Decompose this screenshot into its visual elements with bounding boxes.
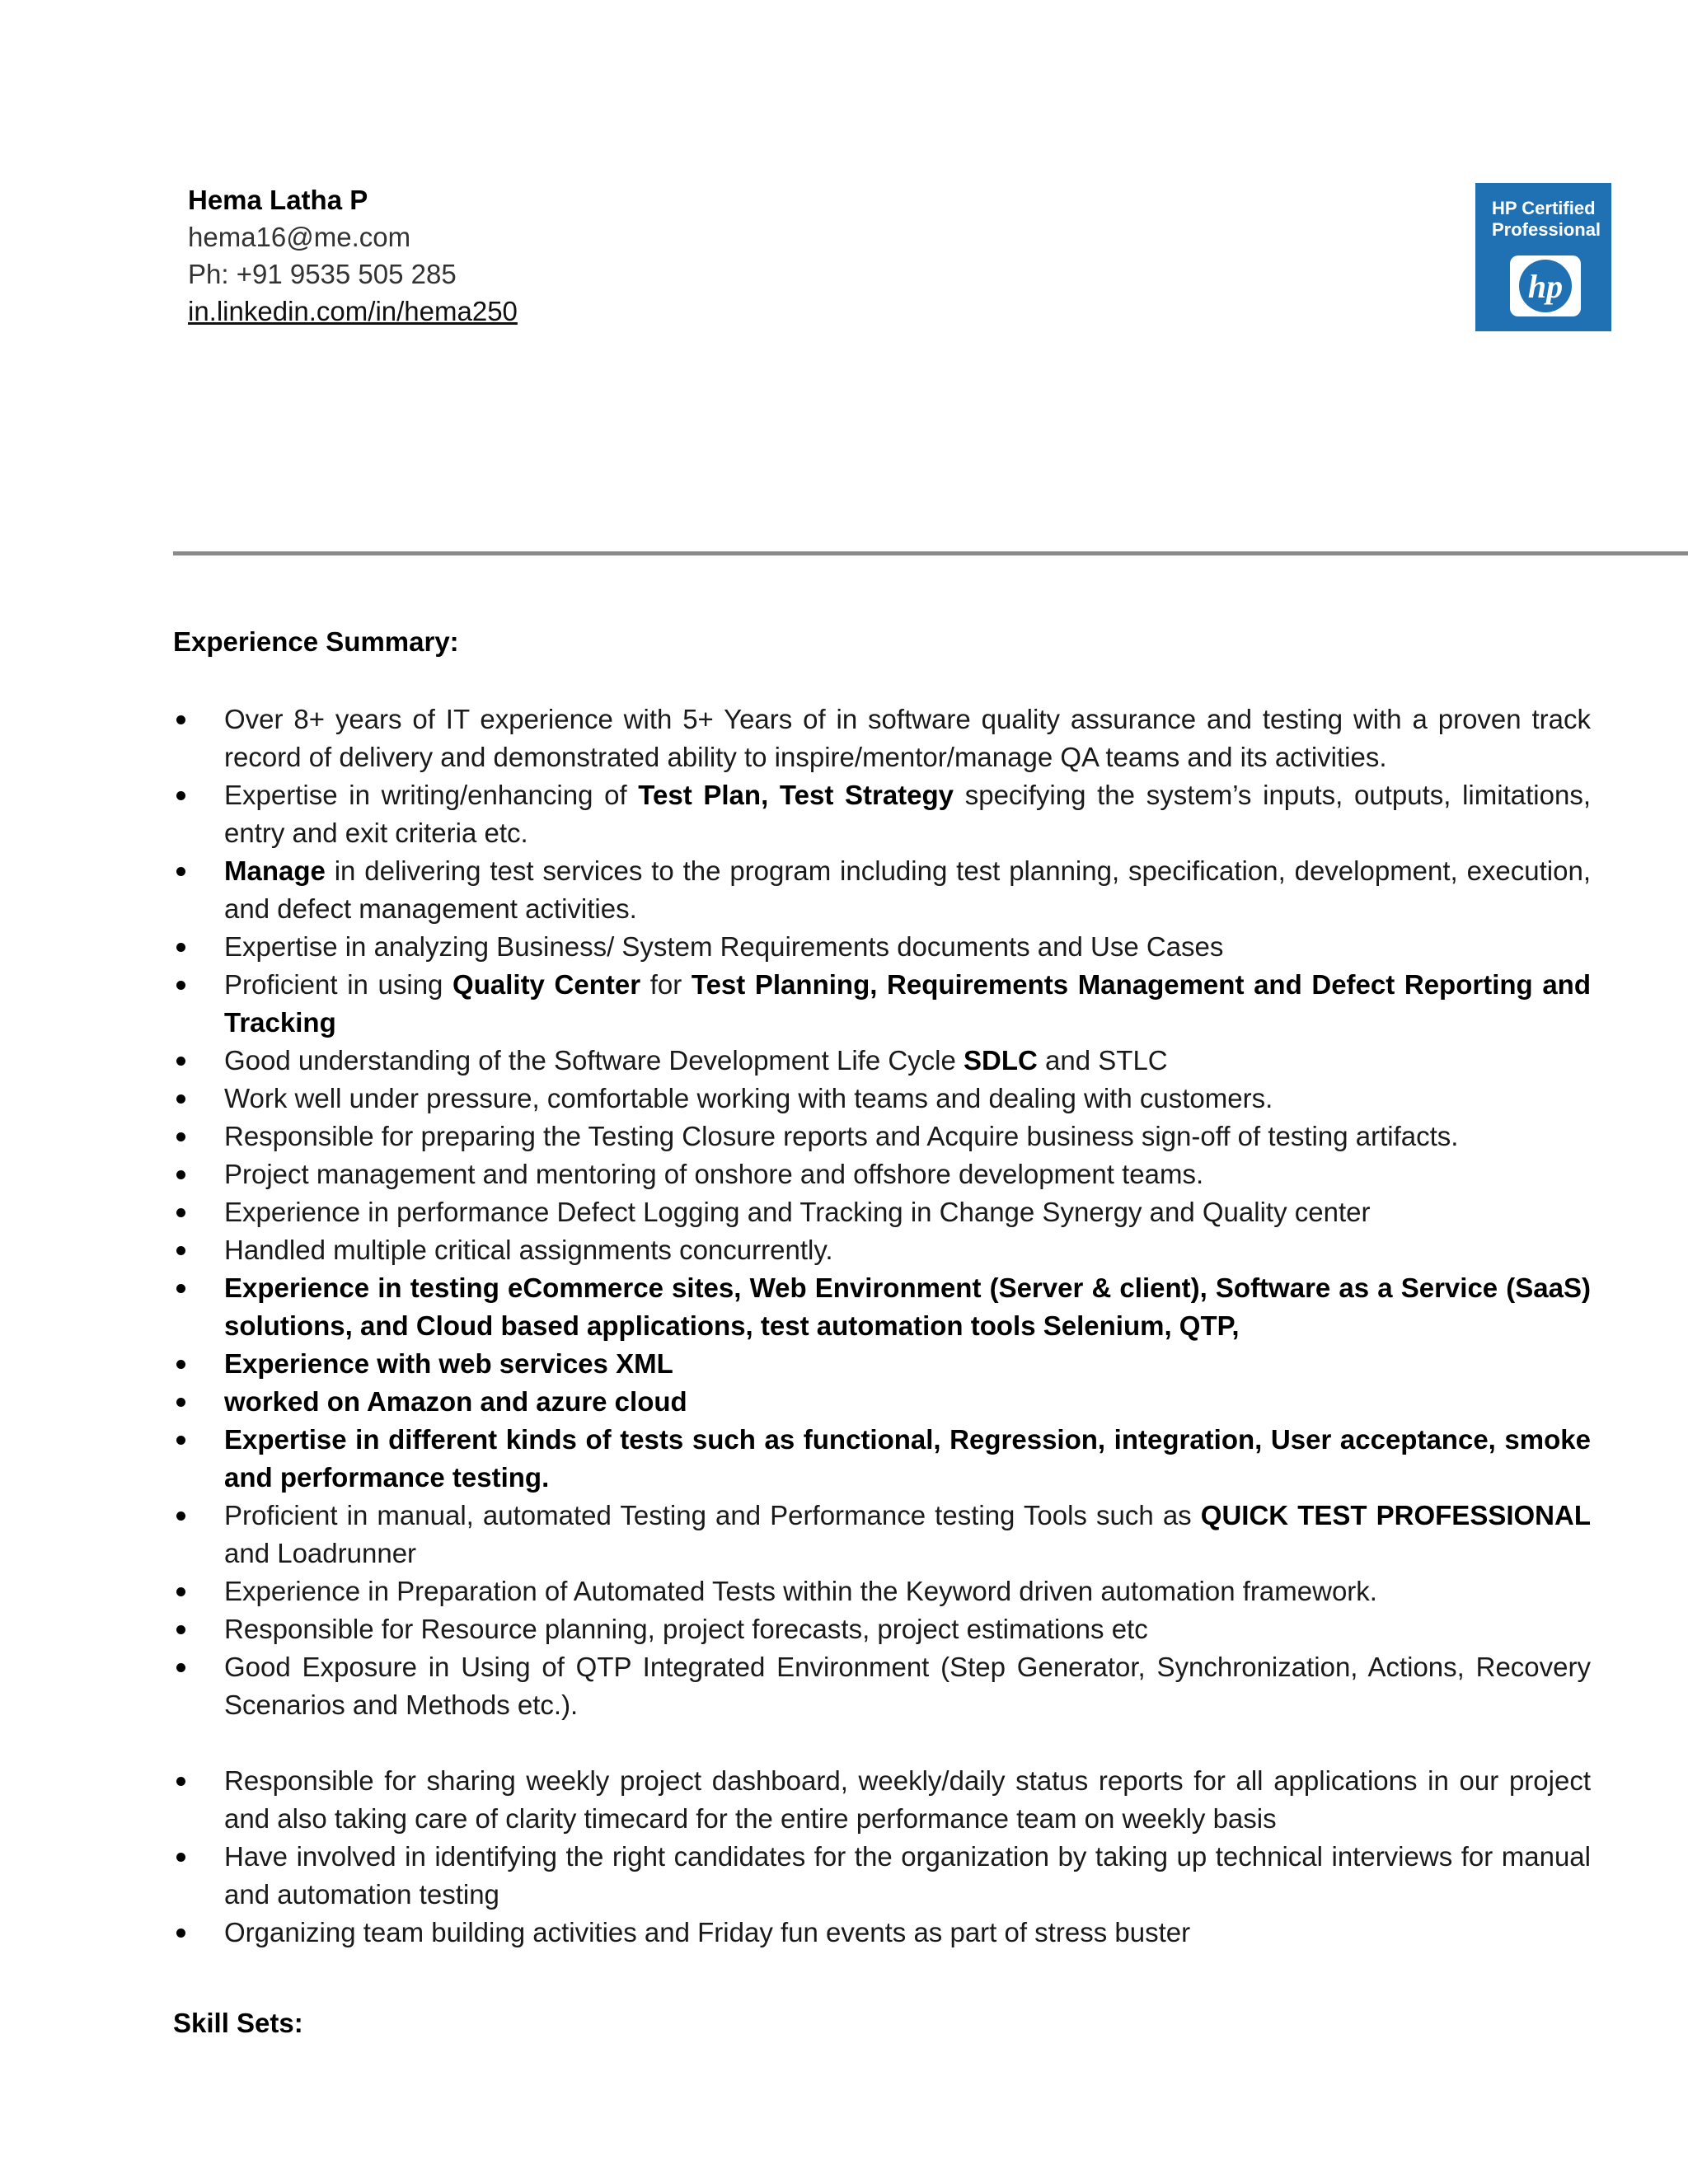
experience-item	[173, 1269, 1591, 1345]
experience-item	[173, 852, 1591, 928]
experience-item-text: for	[640, 969, 692, 1000]
experience-item	[173, 1497, 1591, 1572]
experience-item-text: Responsible for sharing weekly project dashboard, weekly/daily status reports for all applications in our project and also taking care of clarity timecard for the entire performance team on weekly basis	[224, 1765, 1591, 1834]
experience-item	[173, 1193, 1591, 1231]
experience-item-text: Over 8+ years of IT experience with 5+ Years of in software quality assurance and testing with a proven track record of delivery and demonstrated ability to inspire/mentor/manage QA teams and its activities.	[224, 704, 1591, 772]
email-text: hema16@me.com	[188, 222, 411, 252]
experience-item-text: Experience in performance Defect Logging and Tracking in Change Synergy and Quality center	[224, 1197, 1371, 1227]
experience-item	[173, 701, 1591, 776]
experience-item	[173, 1042, 1591, 1080]
experience-item	[173, 1610, 1591, 1648]
experience-item	[173, 966, 1591, 1042]
candidate-name: Hema Latha P	[188, 185, 368, 215]
experience-item	[173, 1648, 1591, 1724]
experience-item-text: and Loadrunner	[224, 1538, 417, 1568]
experience-item-text: Good Exposure in Using of QTP Integrated Environment (Step Generator, Synchronization, Actions, Recovery Scenarios and Methods etc.).	[224, 1652, 1591, 1720]
hp-logo-icon	[1510, 255, 1581, 316]
hp-logo-mark: hp	[1519, 260, 1572, 312]
experience-item-text: Responsible for preparing the Testing Closure reports and Acquire business sign-off of testing artifacts.	[224, 1121, 1459, 1151]
contact-header	[188, 181, 518, 330]
experience-item	[173, 1231, 1591, 1269]
experience-item-text: Project management and mentoring of onshore and offshore development teams.	[224, 1159, 1204, 1189]
experience-item	[173, 1345, 1591, 1383]
experience-item-text: Have involved in identifying the right candidates for the organization by taking up technical interviews for manual and automation testing	[224, 1841, 1591, 1910]
experience-item-bold-text: Manage	[224, 855, 326, 886]
experience-item	[173, 1383, 1591, 1421]
experience-item	[173, 776, 1591, 852]
experience-item-text: specifying the system’s inputs, outputs, limitations, entry and exit criteria etc.	[224, 780, 1591, 848]
experience-item-bold-text: QUICK TEST PROFESSIONAL	[1200, 1500, 1591, 1530]
experience-item	[173, 1914, 1591, 1952]
experience-item-text: Experience in Preparation of Automated Tests within the Keyword driven automation framework.	[224, 1576, 1377, 1606]
logo-line-2: Professional	[1492, 219, 1601, 240]
phone-text: Ph: +91 9535 505 285	[188, 259, 457, 289]
experience-item-text: Good understanding of the Software Development Life Cycle	[224, 1045, 964, 1076]
experience-item	[173, 1118, 1591, 1155]
header-divider	[173, 551, 1688, 555]
logo-line-1: HP Certified	[1492, 198, 1596, 218]
experience-item-text: in delivering test services to the program including test planning, specification, development, execution, and defect management activities.	[224, 855, 1591, 924]
experience-item-text: Handled multiple critical assignments concurrently.	[224, 1235, 833, 1265]
experience-item-text: Work well under pressure, comfortable working with teams and dealing with customers.	[224, 1083, 1273, 1113]
experience-item	[173, 1838, 1591, 1914]
experience-item	[173, 1155, 1591, 1193]
experience-item-text: Proficient in manual, automated Testing and Performance testing Tools such as	[224, 1500, 1201, 1530]
experience-item-text: Proficient in using	[224, 969, 453, 1000]
linkedin-link[interactable]: in.linkedin.com/in/hema250	[188, 296, 518, 326]
experience-item-bold-text: Experience in testing eCommerce sites, Web Environment (Server & client), Software as a Service (SaaS) solutions, and Cloud based applications, test automation tools Selenium, QTP,	[224, 1272, 1591, 1341]
hp-certified-professional-logo	[1475, 183, 1611, 331]
experience-item	[173, 928, 1591, 966]
experience-item	[173, 1762, 1591, 1838]
experience-item-bold-text: SDLC	[964, 1045, 1038, 1076]
experience-item-text: Organizing team building activities and Friday fun events as part of stress buster	[224, 1917, 1191, 1947]
experience-summary-list	[173, 701, 1591, 1952]
experience-item	[173, 1421, 1591, 1497]
experience-item-bold-text: Quality Center	[452, 969, 641, 1000]
logo-caption	[1492, 198, 1601, 241]
experience-item-text: Expertise in analyzing Business/ System Requirements documents and Use Cases	[224, 931, 1224, 962]
experience-item-bold-text: worked on Amazon and azure cloud	[224, 1386, 687, 1417]
experience-item-text: and STLC	[1037, 1045, 1168, 1076]
experience-item-bold-text: Test Plan, Test Strategy	[638, 780, 954, 810]
experience-item-bold-text: Expertise in different kinds of tests such as functional, Regression, integration, User acceptance, smoke and performance testing.	[224, 1424, 1591, 1493]
experience-item-bold-text: Experience with web services XML	[224, 1348, 673, 1379]
experience-item-text: Expertise in writing/enhancing of	[224, 780, 639, 810]
experience-summary-heading: Experience Summary:	[173, 626, 459, 657]
experience-item-bold-text: Test Planning, Requirements Management and Defect Reporting and Tracking	[224, 969, 1591, 1038]
skill-sets-heading: Skill Sets:	[173, 2008, 303, 2038]
experience-item-text: Responsible for Resource planning, project forecasts, project estimations etc	[224, 1614, 1148, 1644]
experience-item	[173, 1080, 1591, 1118]
experience-item	[173, 1572, 1591, 1610]
